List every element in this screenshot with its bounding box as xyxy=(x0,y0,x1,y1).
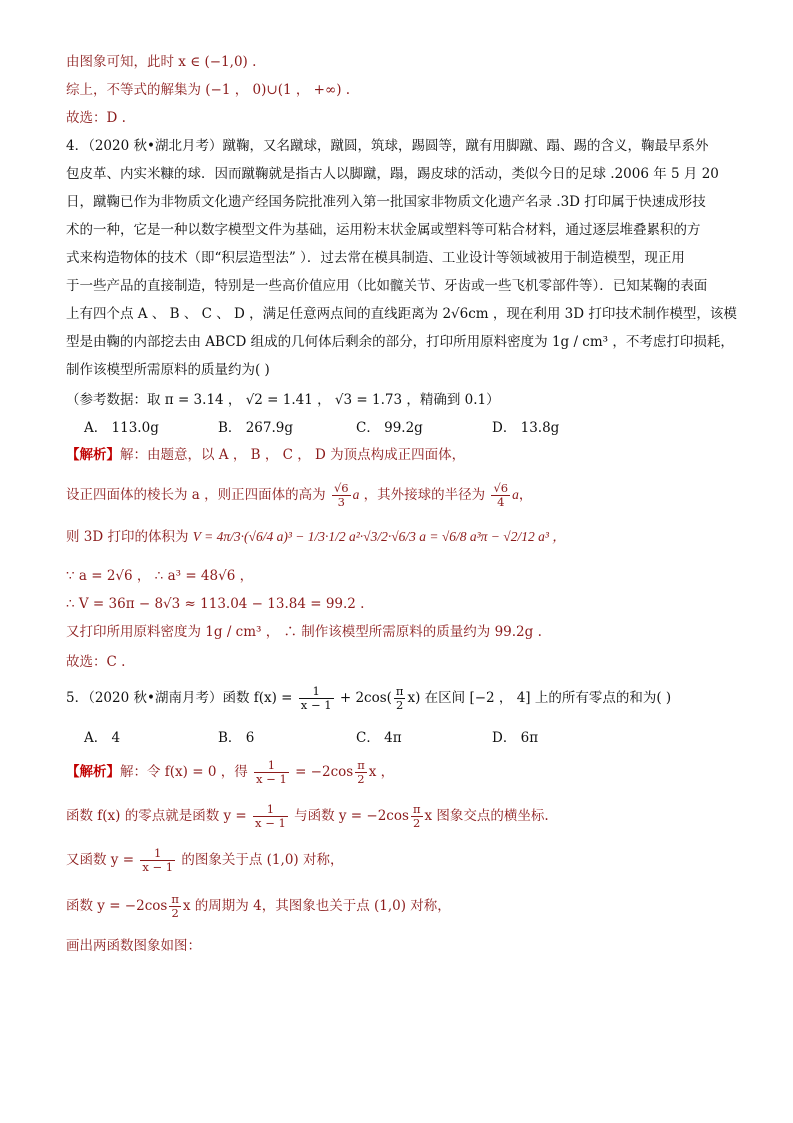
q5-analysis-tag: 【解析】 xyxy=(66,764,120,780)
q4-a2-end: ， xyxy=(518,487,533,503)
q4-analysis-tag: 【解析】 xyxy=(66,447,120,463)
q4-a2-pre: 设正四面体的棱长为 a ，则正四面体的高为 xyxy=(66,487,326,503)
q5-a2-den: x − 1 xyxy=(255,816,286,830)
q5-a2-num: 1 xyxy=(253,803,288,817)
q5-analysis-line-1 xyxy=(66,758,394,786)
q5-option-d: D． 6π xyxy=(492,730,539,746)
q5-stem-num: 1 xyxy=(299,685,334,699)
q5-a2-pi-fraction xyxy=(411,803,423,830)
q4-analysis-line-6: 又打印所用原料密度为 1g / cm³ ， ∴ 制作该模型所需原料的质量约为 99.2g . xyxy=(66,624,542,640)
q5-stem-pi: π xyxy=(395,684,404,698)
q4-height-num: √6 xyxy=(333,481,349,495)
q5-a1-end: x ， xyxy=(368,764,395,780)
q4-a3-pre: 则 3D 打印的体积为 xyxy=(66,529,189,545)
q4-stem-line-2: 包皮革、内实米糠的球．因而蹴鞠就是指古人以脚蹴，蹋，踢皮球的活动，类似今日的足球 .2006 年 5 月 20 xyxy=(66,166,719,182)
q5-a1-num: 1 xyxy=(254,759,289,773)
q4-height-fraction xyxy=(332,482,351,509)
q5-stem-two: 2 xyxy=(396,698,404,712)
q5-stem-end: x) 在区间 [−2 ， 4] 上的所有零点的和为( ) xyxy=(407,690,672,706)
q5-analysis-line-3 xyxy=(66,846,343,874)
q5-a1-fraction xyxy=(254,759,289,786)
q4-radius-var: a xyxy=(512,487,519,502)
q5-a1-pre: 解：令 f(x) = 0 ，得 xyxy=(120,764,248,780)
q5-a1-two: 2 xyxy=(357,772,365,786)
q5-a2-two: 2 xyxy=(413,816,421,830)
q5-stem-den: x − 1 xyxy=(300,698,332,712)
q5-analysis-line-2 xyxy=(66,802,549,830)
q5-option-b: B． 6 xyxy=(218,730,255,746)
q5-a3-num: 1 xyxy=(140,847,175,861)
q5-a2-mid: 与函数 y = −2cos xyxy=(294,808,409,824)
q4-answer: 故选：C . xyxy=(66,654,126,670)
q5-a2-end: x 图象交点的横坐标. xyxy=(424,808,549,824)
q4-option-a: A． 113.0g xyxy=(84,420,159,436)
prev-line-2: 综上，不等式的解集为 (−1 ， 0)∪(1 ， +∞) . xyxy=(66,82,351,98)
q4-reference-data: （参考数据：取 π = 3.14 ， √2 = 1.41 ， √3 = 1.73 ，精确到 0.1） xyxy=(66,392,500,408)
q5-option-a: A． 4 xyxy=(84,730,121,746)
q5-stem-fraction xyxy=(299,685,334,712)
q5-option-c: C． 4π xyxy=(356,730,402,746)
q4-volume-formula: V = 4π/3·(√6/4 a)³ − 1/3·1/2 a²·√3/2·√6/3 a = √6/8 a³π − √2/12 a³ ， xyxy=(192,529,566,544)
q5-a3-pre: 又函数 y = xyxy=(66,852,135,868)
q5-analysis-line-5: 画出两函数图象如图： xyxy=(66,938,201,954)
q4-analysis-line-2 xyxy=(66,480,532,510)
q4-radius-num: √6 xyxy=(493,481,509,495)
q5-stem-mid: + 2cos( xyxy=(339,690,392,706)
q5-a1-mid: = −2cos xyxy=(295,764,354,780)
q4-height-var: a xyxy=(352,487,360,502)
q5-a3-den: x − 1 xyxy=(142,860,174,874)
q5-stem-pre: 5．（2020 秋•湖南月考）函数 f(x) = xyxy=(66,690,293,706)
q4-stem-line-7: 上有四个点 A 、 B 、 C 、 D ，满足任意两点间的直线距离为 2√6cm ，现在利用 3D 打印技术制作模型，该模 xyxy=(66,306,737,322)
q5-a2-pi: π xyxy=(412,802,421,816)
q4-analysis-text-1: 解：由题意，以 A ， B ， C ， D 为顶点构成正四面体， xyxy=(120,447,466,463)
q5-a1-pi: π xyxy=(357,758,365,772)
q5-a4-pi: π xyxy=(171,892,179,906)
q4-analysis-line-3 xyxy=(66,524,566,550)
q4-stem-line-5: 式来构造物体的技术（即“积层造型法” ）．过去常在模具制造、工业设计等领域被用于制造模型，现正用 xyxy=(66,250,685,266)
q4-option-b: B． 267.9g xyxy=(218,420,294,436)
q5-a4-pre: 函数 y = −2cos xyxy=(66,898,168,914)
q5-a4-two: 2 xyxy=(171,906,179,920)
q5-a1-den: x − 1 xyxy=(256,772,287,786)
q5-stem xyxy=(66,684,671,712)
q4-stem-line-9: 制作该模型所需原料的质量约为( ) xyxy=(66,362,270,378)
q5-a3-end: 的图象关于点 (1,0) 对称， xyxy=(181,852,344,868)
q4-stem-line-4: 术的一种，它是一种以数字模型文件为基础，运用粉末状金属或塑料等可粘合材料，通过逐层堆叠累积的方 xyxy=(66,222,701,238)
q4-stem-line-6: 于一些产品的直接制造，特别是一些高价值应用（比如髋关节、牙齿或一些飞机零部件等）．已知某鞠的表面 xyxy=(66,278,708,294)
q4-height-den: 3 xyxy=(337,495,345,509)
q4-a2-mid: ，其外接球的半径为 xyxy=(363,487,486,503)
q4-stem-line-3: 日，蹴鞠已作为非物质文化遗产经国务院批准列入第一批国家非物质文化遗产名录 .3D 打印属于快速成形技 xyxy=(66,194,706,210)
q5-a2-pre: 函数 f(x) 的零点就是函数 y = xyxy=(66,808,247,824)
q4-analysis-line-4: ∵ a = 2√6 ， ∴ a³ = 48√6 ， xyxy=(66,568,254,584)
q5-a3-fraction xyxy=(140,847,175,874)
prev-line-1: 由图象可知，此时 x ∈ (−1,0) . xyxy=(66,54,257,70)
q5-a1-pi-fraction xyxy=(355,759,367,786)
q4-analysis-line-1 xyxy=(66,445,465,465)
q4-analysis-line-5: ∴ V = 36π − 8√3 ≈ 113.04 − 13.84 = 99.2 . xyxy=(66,596,365,612)
q4-option-d: D． 13.8g xyxy=(492,420,560,436)
q4-radius-den: 4 xyxy=(497,495,505,509)
q5-a4-end: x 的周期为 4，其图象也关于点 (1,0) 对称， xyxy=(182,898,451,914)
q4-stem-line-1: 4．（2020 秋•湖北月考）蹴鞠，又名蹴球，蹴圆，筑球，踢圆等，蹴有用脚蹴、蹋、踢的含义，鞠最早系外 xyxy=(66,138,709,154)
q5-analysis-line-4 xyxy=(66,892,451,920)
q4-stem-line-8: 型是由鞠的内部挖去由 ABCD 组成的几何体后剩余的部分，打印所用原料密度为 1g / cm³ ，不考虑打印损耗， xyxy=(66,334,734,350)
q4-option-c: C． 99.2g xyxy=(356,420,423,436)
q5-stem-pi-fraction xyxy=(394,685,406,712)
q5-a4-pi-fraction xyxy=(169,893,181,920)
q4-radius-fraction xyxy=(491,482,510,509)
q5-a2-fraction xyxy=(253,803,288,830)
prev-answer: 故选：D . xyxy=(66,110,126,126)
